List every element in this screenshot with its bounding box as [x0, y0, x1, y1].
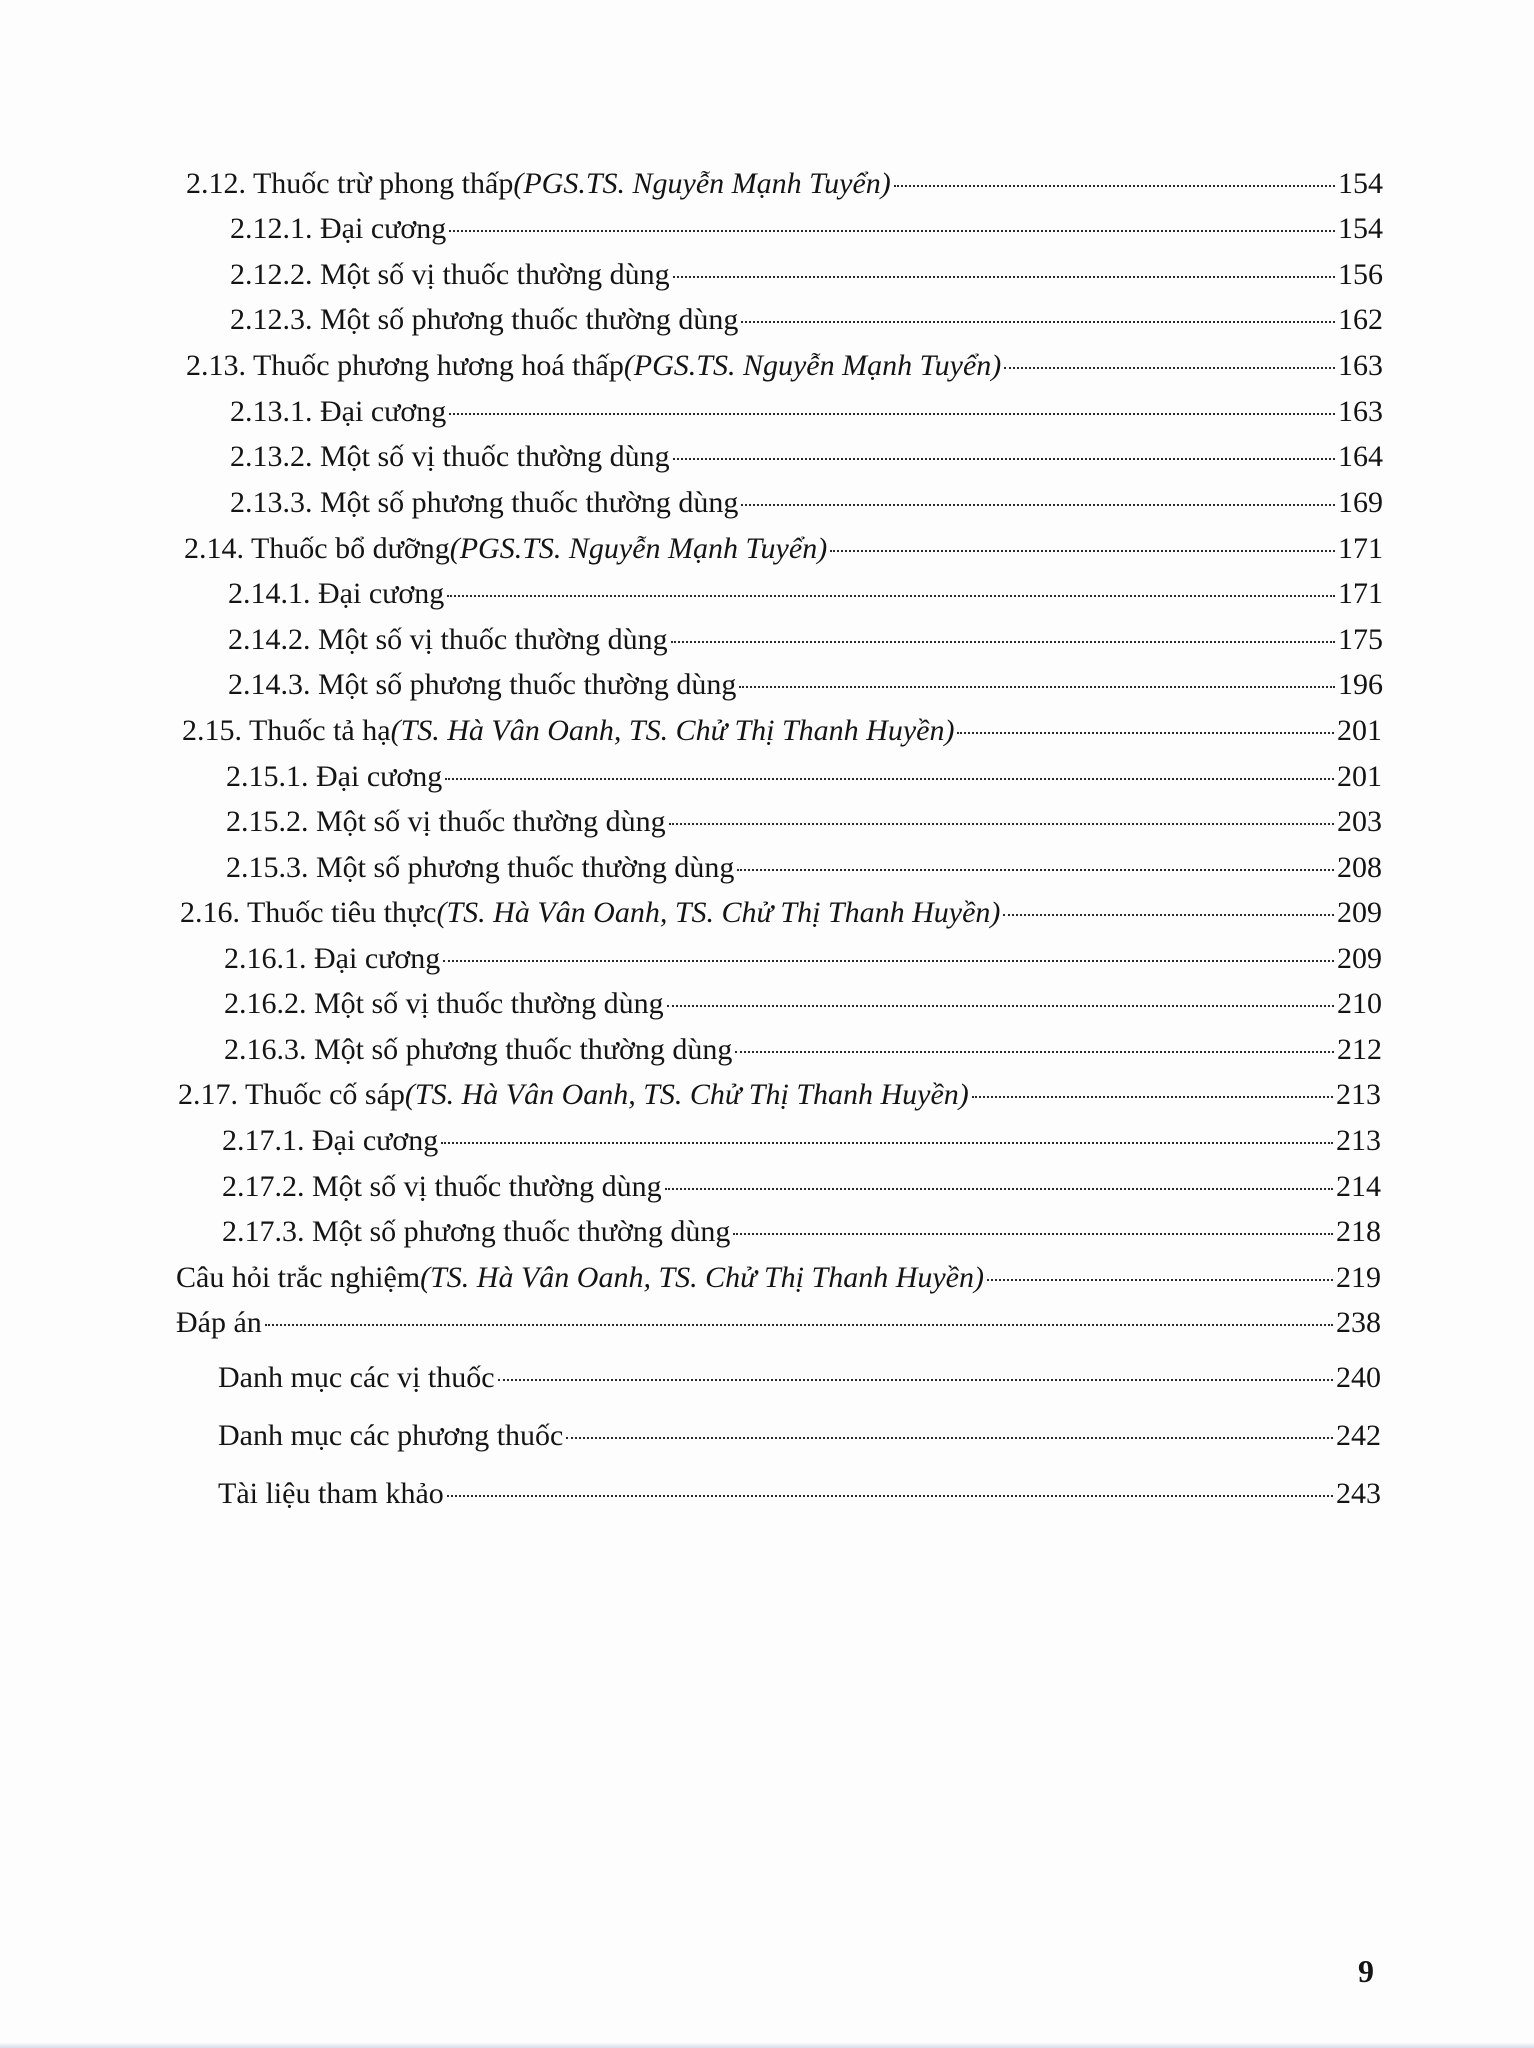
dot-leader: [741, 503, 1335, 506]
dot-leader: [739, 685, 1335, 688]
toc-entry-page: 219: [1336, 1261, 1381, 1294]
toc-entry-page: 175: [1338, 623, 1383, 656]
toc-entry-title: 2.13.3. Một số phương thuốc thường dùng: [230, 486, 739, 519]
toc-entry-answers: [176, 1303, 1381, 1343]
toc-entry-title: 2.12.1. Đại cương: [230, 212, 447, 245]
toc-entry-2-12: [186, 164, 1383, 204]
toc-entry-page: 209: [1337, 896, 1382, 929]
toc-entry-title: 2.17.1. Đại cương: [222, 1124, 439, 1157]
dot-leader: [667, 1004, 1334, 1007]
toc-entry-page: 212: [1337, 1033, 1382, 1066]
toc-entry-page: 208: [1337, 851, 1382, 884]
toc-entry-title: 2.12.2. Một số vị thuốc thường dùng: [230, 258, 670, 291]
toc-entry-title: 2.17.2. Một số vị thuốc thường dùng: [222, 1170, 662, 1203]
toc-entry-author: (PGS.TS. Nguyễn Mạnh Tuyển): [449, 532, 828, 565]
toc-entry-page: 203: [1337, 805, 1382, 838]
dot-leader: [733, 1232, 1333, 1235]
toc-entry-page: 171: [1338, 577, 1383, 610]
toc-entry-title: 2.12.3. Một số phương thuốc thường dùng: [230, 303, 739, 336]
toc-entry-2-16-2: [224, 984, 1382, 1024]
dot-leader: [449, 229, 1335, 232]
page-number: 9: [1358, 1953, 1374, 1989]
toc-entry-page: 238: [1336, 1306, 1381, 1339]
toc-entry-author: (PGS.TS. Nguyễn Mạnh Tuyển): [623, 349, 1002, 382]
toc-entry-author: (TS. Hà Vân Oanh, TS. Chử Thị Thanh Huyền): [390, 714, 955, 747]
toc-entry-2-13: [186, 346, 1383, 386]
toc-entry-title: 2.16. Thuốc tiêu thực: [180, 896, 437, 929]
dot-leader: [830, 549, 1335, 552]
toc-entry-page: 218: [1336, 1215, 1381, 1248]
toc-entry-author: (TS. Hà Vân Oanh, TS. Chử Thị Thanh Huyền): [420, 1261, 984, 1294]
dot-leader: [735, 1050, 1334, 1053]
toc-entry-title: 2.16.2. Một số vị thuốc thường dùng: [224, 987, 664, 1020]
dot-leader: [445, 777, 1334, 780]
toc-entry-2-13-1: [230, 392, 1383, 432]
toc-entry-2-12-2: [230, 255, 1383, 295]
toc-entry-page: 210: [1337, 987, 1382, 1020]
toc-entry-page: 213: [1336, 1078, 1381, 1111]
toc-entry-2-17: [178, 1075, 1381, 1115]
toc-entry-2-12-3: [230, 300, 1383, 340]
toc-entry-title: Đáp án: [176, 1306, 262, 1339]
dot-leader: [671, 640, 1335, 643]
toc-entry-2-17-3: [222, 1212, 1381, 1252]
toc-entry-title: 2.15.1. Đại cương: [226, 760, 443, 793]
toc-entry-page: 163: [1338, 349, 1383, 382]
toc-entry-title: 2.14.2. Một số vị thuốc thường dùng: [228, 623, 668, 656]
toc-entry-title: 2.17.3. Một số phương thuốc thường dùng: [222, 1215, 731, 1248]
toc-entry-2-17-1: [222, 1121, 1381, 1161]
toc-entry-title: 2.12. Thuốc trừ phong thấp: [186, 167, 514, 200]
dot-leader: [443, 959, 1334, 962]
toc-entry-author: (PGS.TS. Nguyễn Mạnh Tuyển): [513, 167, 891, 200]
toc-entry-2-14-1: [228, 574, 1383, 614]
dot-leader: [447, 1494, 1333, 1497]
toc-entry-2-16: [180, 893, 1382, 933]
dot-leader: [669, 822, 1334, 825]
toc-entry-page: 154: [1338, 212, 1383, 245]
toc-entry-title: 2.15.3. Một số phương thuốc thường dùng: [226, 851, 735, 884]
toc-entry-page: 171: [1338, 532, 1383, 565]
toc-entry-formula-index: [218, 1416, 1381, 1456]
dot-leader: [741, 320, 1335, 323]
toc-entry-page: 156: [1338, 258, 1383, 291]
dot-leader: [1003, 913, 1334, 916]
toc-entry-quiz: [176, 1258, 1381, 1298]
toc-entry-title: Danh mục các vị thuốc: [218, 1361, 495, 1394]
toc-entry-page: 201: [1337, 760, 1382, 793]
dot-leader: [987, 1278, 1333, 1281]
toc-entry-2-15-2: [226, 802, 1382, 842]
dot-leader: [449, 412, 1335, 415]
toc-entry-page: 201: [1337, 714, 1382, 747]
toc-entry-2-14: [184, 529, 1383, 569]
toc-entry-2-15-1: [226, 757, 1382, 797]
toc-entry-page: 209: [1337, 942, 1382, 975]
toc-entry-page: 213: [1336, 1124, 1381, 1157]
toc-entry-title: 2.14.3. Một số phương thuốc thường dùng: [228, 668, 737, 701]
scan-edge: [0, 2042, 1534, 2048]
toc-entry-2-16-3: [224, 1030, 1382, 1070]
dot-leader: [894, 184, 1335, 187]
dot-leader: [1004, 366, 1335, 369]
toc-entry-author: (TS. Hà Vân Oanh, TS. Chử Thị Thanh Huyền): [404, 1078, 969, 1111]
toc-entry-title: 2.16.3. Một số phương thuốc thường dùng: [224, 1033, 733, 1066]
dot-leader: [957, 731, 1334, 734]
toc-entry-title: 2.15. Thuốc tả hạ: [182, 714, 391, 747]
toc-entry-title: 2.13.2. Một số vị thuốc thường dùng: [230, 440, 670, 473]
toc-entry-2-14-3: [228, 665, 1383, 705]
dot-leader: [673, 275, 1335, 278]
toc-entry-2-12-1: [230, 209, 1383, 249]
toc-entry-title: 2.14. Thuốc bổ dưỡng: [184, 532, 450, 565]
toc-entry-title: 2.14.1. Đại cương: [228, 577, 445, 610]
toc-entry-page: 196: [1338, 668, 1383, 701]
toc-entry-author: (TS. Hà Vân Oanh, TS. Chử Thị Thanh Huyền): [436, 896, 1001, 929]
dot-leader: [447, 594, 1335, 597]
toc-entry-title: 2.13. Thuốc phương hương hoá thấp: [186, 349, 624, 382]
toc-entry-2-15-3: [226, 848, 1382, 888]
toc-entry-title: 2.16.1. Đại cương: [224, 942, 441, 975]
toc-entry-2-13-3: [230, 483, 1383, 523]
toc-entry-page: 164: [1338, 440, 1383, 473]
toc-entry-page: 240: [1336, 1361, 1381, 1394]
toc-entry-title: Tài liệu tham khảo: [218, 1477, 444, 1510]
toc-entry-2-17-2: [222, 1167, 1381, 1207]
toc-entry-title: Danh mục các phương thuốc: [218, 1419, 564, 1452]
dot-leader: [665, 1187, 1333, 1190]
toc-entry-2-13-2: [230, 437, 1383, 477]
dot-leader: [566, 1436, 1333, 1439]
toc-entry-page: 163: [1338, 395, 1383, 428]
toc-entry-title: 2.17. Thuốc cố sáp: [178, 1078, 405, 1111]
toc-entry-page: 243: [1336, 1477, 1381, 1510]
toc-entry-title: 2.15.2. Một số vị thuốc thường dùng: [226, 805, 666, 838]
toc-entry-title: Câu hỏi trắc nghiệm: [176, 1261, 421, 1294]
dot-leader: [972, 1095, 1333, 1098]
toc-entry-references: [218, 1474, 1381, 1514]
dot-leader: [737, 868, 1334, 871]
toc-entry-page: 154: [1338, 167, 1383, 200]
toc-entry-2-14-2: [228, 620, 1383, 660]
toc-entry-page: 169: [1338, 486, 1383, 519]
toc-entry-page: 214: [1336, 1170, 1381, 1203]
dot-leader: [441, 1141, 1333, 1144]
toc-entry-2-15: [182, 711, 1382, 751]
dot-leader: [673, 457, 1335, 460]
toc-entry-page: 242: [1336, 1419, 1381, 1452]
dot-leader: [498, 1378, 1333, 1381]
toc-entry-drug-index: [218, 1358, 1381, 1398]
toc-entry-title: 2.13.1. Đại cương: [230, 395, 447, 428]
toc-entry-2-16-1: [224, 939, 1382, 979]
toc-entry-page: 162: [1338, 303, 1383, 336]
dot-leader: [265, 1323, 1333, 1326]
